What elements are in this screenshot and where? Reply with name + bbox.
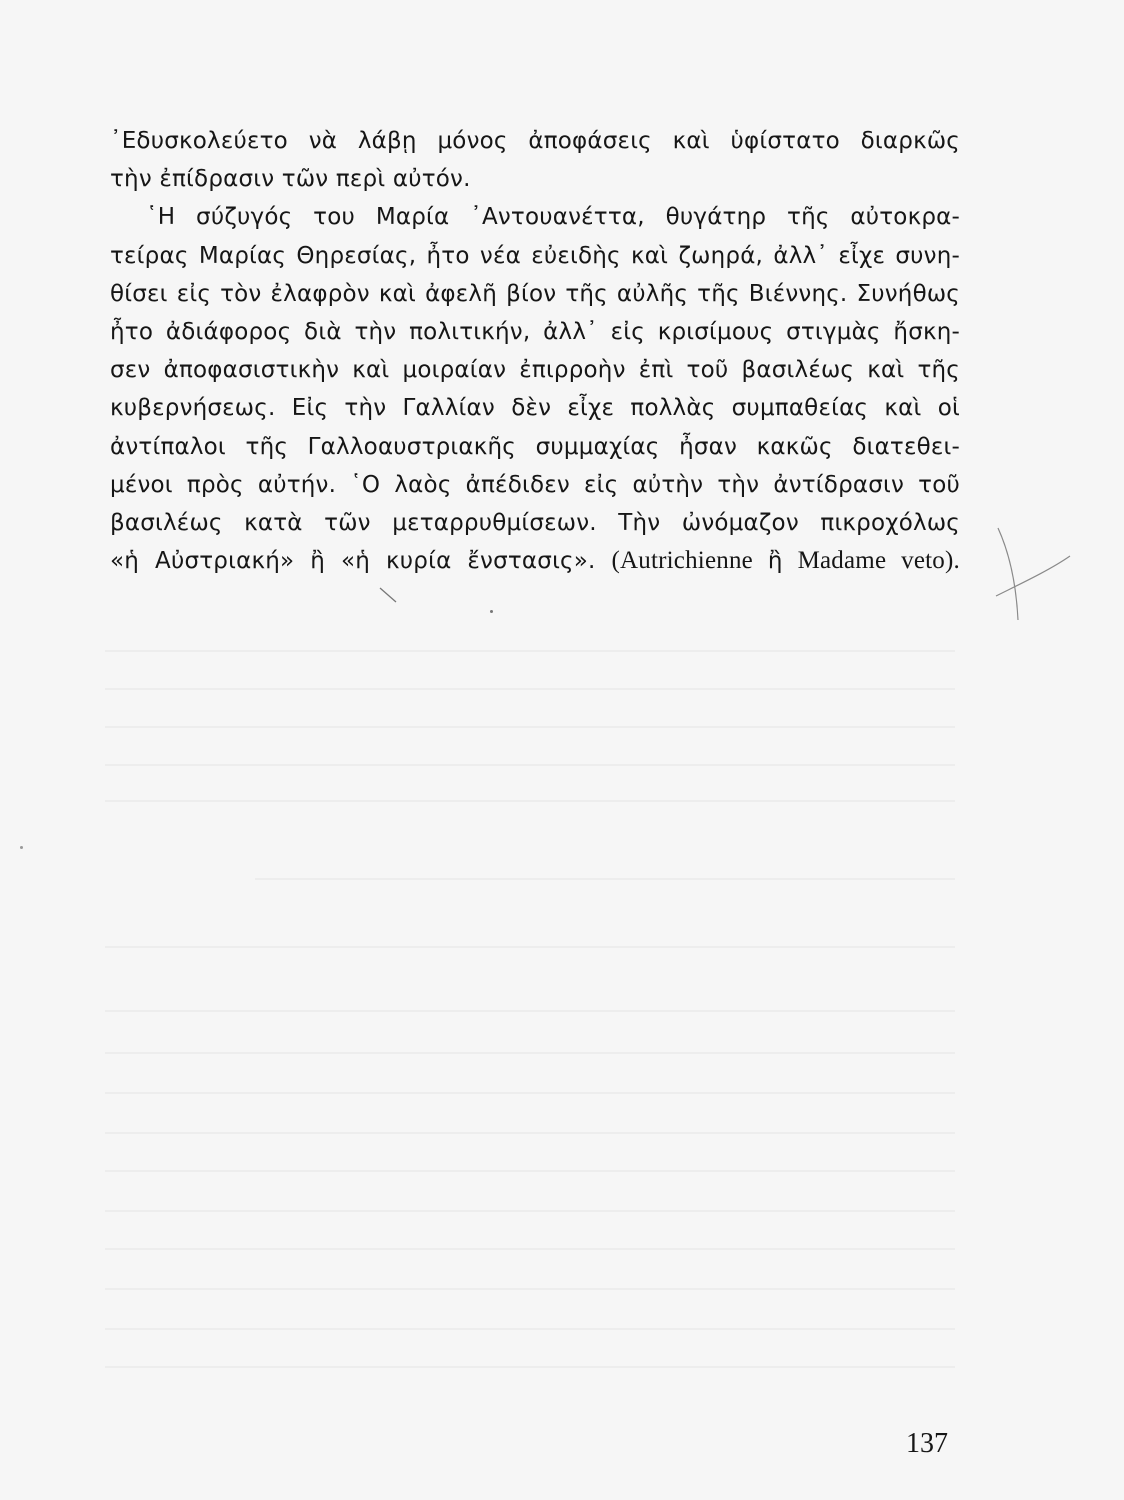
text-line: ἀντίπαλοι τῆς Γαλλοαυστριακῆς συμμαχίας ἦσαν κακῶς διατεθει- [110,433,960,460]
text-line: τὴν ἐπίδρασιν τῶν περὶ αὐτόν. [110,166,471,193]
text-line: θίσει εἰς τὸν ἐλαφρὸν καὶ ἀφελῆ βίον τῆς αὐλῆς τῆς Βιέννης. Συνήθως [110,280,960,307]
text-line: ᾿Εδυσκολεύετο νὰ λάβῃ μόνος ἀποφάσεις καὶ ὑφίστατο διαρκῶς [110,128,960,154]
final-line-greek: «ἡ Αὐστριακή» ἢ «ἡ κυρία ἔνστασις». [110,548,612,575]
speck [20,846,23,849]
text-line: ἦτο ἀδιάφορος διὰ τὴν πολιτικήν, ἀλλ᾿ εἰς κρισίμους στιγμὰς ἤσκη- [110,318,960,345]
body-text [110,122,960,580]
text-line-final [110,542,960,580]
final-line-latin-close: Madame veto). [782,547,960,575]
speck [490,610,493,613]
final-line-latin-open: (Autrichienne [611,547,768,575]
page-number: 137 [906,1428,948,1459]
text-line: βασιλέως κατὰ τῶν μεταρρυθμίσεων. Τὴν ὠνόμαζον πικροχόλως [110,509,960,536]
text-line: σεν ἀποφασιστικὴν καὶ μοιραίαν ἐπιρροὴν ἐπὶ τοῦ βασιλέως καὶ τῆς [110,357,960,384]
text-line: μένοι πρὸς αὐτήν. ῾Ο λαὸς ἀπέδιδεν εἰς αὐτὴν τὴν ἀντίδρασιν τοῦ [110,471,960,498]
pencil-check-mark [990,520,1090,630]
text-line: κυβερνήσεως. Εἰς τὴν Γαλλίαν δὲν εἶχε πολλὰς συμπαθείας καὶ οἱ [110,395,960,422]
text-line: τείρας Μαρίας Θηρεσίας, ἦτο νέα εὐειδὴς καὶ ζωηρά, ἀλλ᾿ εἶχε συνη- [110,242,960,269]
text-line: ῾Η σύζυγός του Μαρία ᾿Αντουανέττα, θυγάτηρ τῆς αὐτοκρα- [146,204,960,231]
final-line-or: ἢ [767,548,783,575]
pencil-stroke-mark [378,584,418,614]
